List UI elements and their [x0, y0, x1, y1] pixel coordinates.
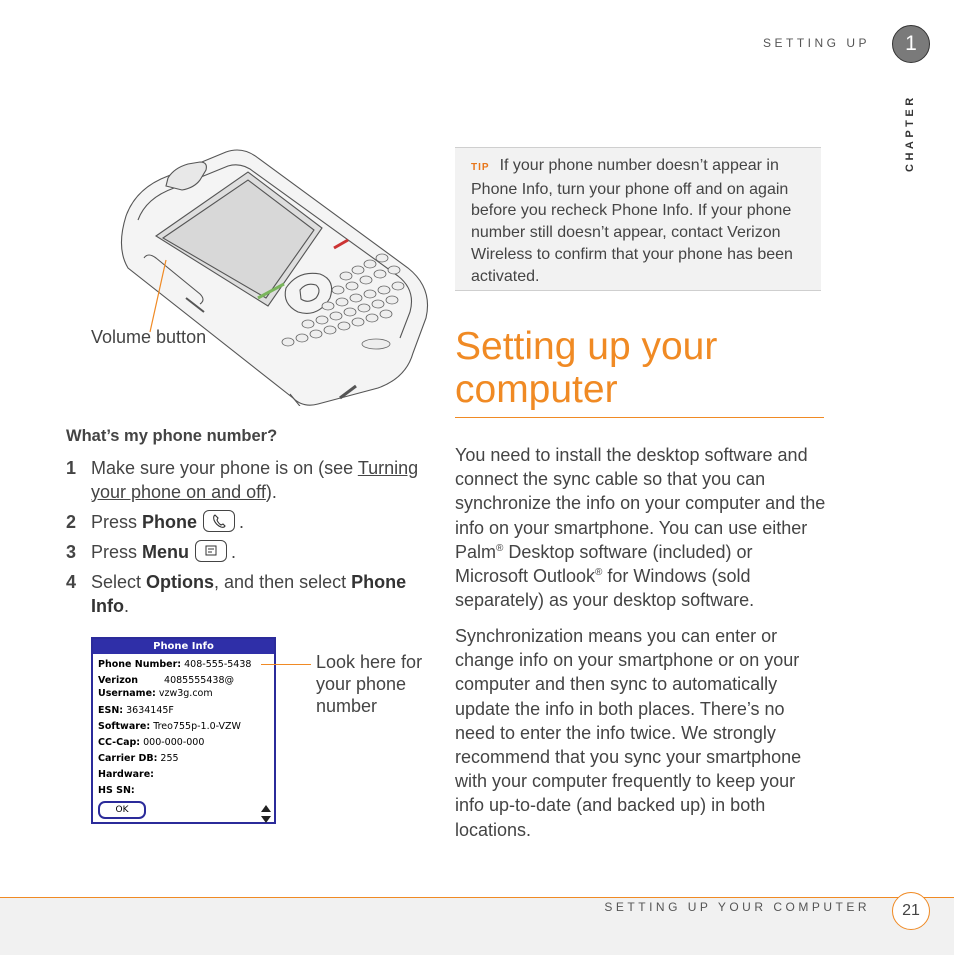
step-3 [66, 540, 436, 564]
step-number: 3 [66, 542, 77, 562]
body-paragraph-2: Synchronization means you can enter or change info on your smartphone or on your computer and then sync to automatically update the info in both places. There’s no need to enter the info twice. We strongly recommend that you sync your smartphone with your computer frequently to keep your info up-to-date (and backed up) in both locations. [455, 626, 802, 840]
verizon-row: Verizon 4085555438@ [98, 675, 234, 686]
step-4 [66, 570, 436, 618]
page-title: Setting up your computer [455, 325, 718, 411]
phone-key-name: Phone [142, 512, 198, 532]
step-text: Make sure your phone is on (see [91, 458, 358, 478]
tip-box [455, 147, 821, 291]
phone-number-callout: Look here for your phone number [316, 652, 423, 716]
step-list [66, 456, 436, 624]
esn-row: ESN: 3634145F [98, 705, 174, 716]
section-heading: What’s my phone number? [66, 427, 278, 445]
options-menu-name: Options [146, 572, 215, 592]
step-text-end: . [231, 542, 237, 562]
step-1 [66, 456, 436, 504]
callout-leader-line [261, 664, 311, 665]
step-2 [66, 510, 436, 534]
chapter-number-badge: 1 [892, 25, 930, 63]
chapter-label: CHAPTER [904, 94, 916, 172]
running-header: SETTING UP [762, 36, 870, 50]
heading-rule [455, 417, 824, 418]
tip-text: If your phone number doesn’t appear in Phone Info, turn your phone off and on again before you recheck Phone Info. If your phone number still doesn’t appear, contact Verizon Wireless to confirm that your phone has been activated. [471, 157, 793, 285]
running-footer: SETTING UP YOUR COMPUTER [604, 900, 870, 914]
software-row: Software: Treo755p-1.0-VZW [98, 721, 241, 732]
step-number: 2 [66, 512, 77, 532]
body-paragraph-1: You need to install the desktop software and connect the sync cable so that you can synchronize the info on your computer and the info on your smartphone. You can use either Palm® Desktop software (included) or Microsoft Outlook® for Windows (sold separately) as your desktop software. [455, 445, 826, 611]
scroll-arrows-icon[interactable] [260, 804, 272, 824]
phone-number-row: Phone Number: 408-555-5438 [98, 659, 252, 670]
hardware-row: Hardware: [98, 769, 154, 780]
step-text-end: . [124, 596, 130, 616]
smartphone-illustration [108, 148, 438, 406]
phone-info-title: Phone Info [93, 639, 274, 654]
carrier-db-row: Carrier DB: 255 [98, 753, 179, 764]
tip-label: TIP [471, 162, 490, 173]
step-text: Press [91, 512, 143, 532]
cc-cap-row: CC-Cap: 000-000-000 [98, 737, 205, 748]
volume-button-callout: Volume button [91, 327, 207, 347]
phone-info-name: Phone Info [91, 572, 407, 616]
step-number: 1 [66, 458, 77, 478]
phone-info-screen [91, 637, 276, 824]
menu-key-name: Menu [142, 542, 190, 562]
step-text-end: ). [265, 482, 277, 502]
turning-phone-on-link[interactable]: Turning your phone on and off [91, 458, 419, 502]
step-text-end: . [239, 512, 245, 532]
step-text-mid: , and then select [214, 572, 352, 592]
step-number: 4 [66, 572, 77, 592]
menu-key-icon [195, 540, 227, 562]
phone-key-icon [203, 510, 235, 532]
page-number: 21 [892, 892, 930, 930]
hs-sn-row: HS SN: [98, 785, 135, 796]
username-row: Username: vzw3g.com [98, 688, 213, 699]
step-text: Select [91, 572, 147, 592]
step-text: Press [91, 542, 143, 562]
ok-button[interactable]: OK [98, 801, 146, 819]
